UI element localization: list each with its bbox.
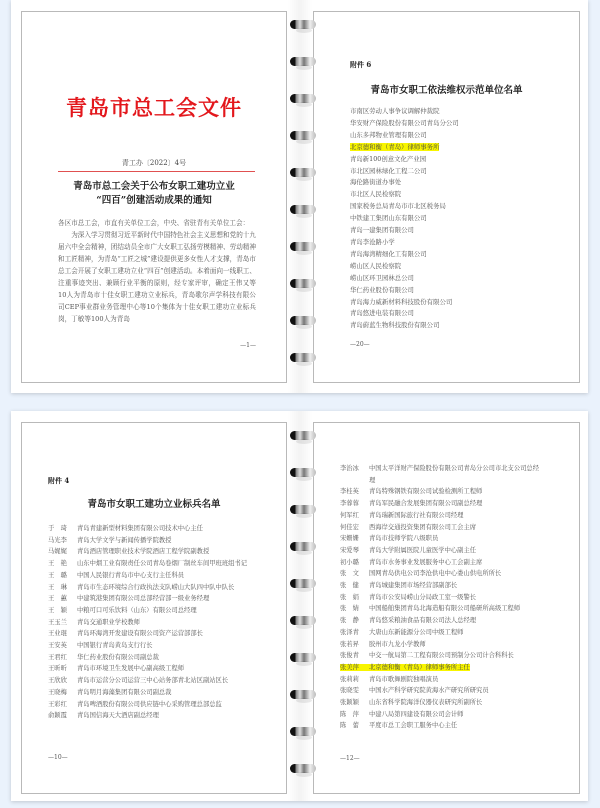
person-name: 王 琳 (48, 583, 67, 591)
unit-item: 青岛海湾精细化工有限公司 (350, 249, 427, 258)
person-title: 青岛酒店管理职业技术学院酒店工程学院副教授 (77, 548, 210, 556)
unit-list (350, 106, 459, 332)
list-item (350, 320, 459, 332)
list-item (48, 675, 258, 687)
binder-ring-icon (290, 353, 316, 362)
binder-ring-icon (290, 94, 316, 103)
person-name: 王玉兰 (48, 618, 67, 626)
person-name: 陈 萍 (340, 710, 359, 718)
list-item (48, 617, 258, 629)
person-title: 青岛市运营分公司运营三中心站务部青北站区副站区长 (77, 677, 229, 685)
binder-ring-icon (290, 505, 316, 514)
list-item (340, 627, 540, 639)
list-item (48, 628, 258, 640)
person-name: 王安英 (48, 642, 67, 650)
person-title: 青岛悠采粮油食品有限公司法人总经理 (369, 617, 477, 625)
person-name: 张 健 (340, 582, 359, 590)
person-name: 俞颖霞 (48, 712, 67, 720)
person-title: 北京德和衡（青岛）律师事务所主任 (369, 663, 470, 671)
binder-ring-icon (290, 653, 316, 662)
binder-ring-icon (290, 727, 316, 736)
person-title: 国网青岛供电公司李沧供电中心娄山供电所所长 (369, 570, 502, 578)
person-name: 王晓梅 (48, 688, 67, 696)
person-title: 中国水产科学研究院黄海水产研究所研究员 (369, 687, 489, 695)
person-title: 中国银行青岛黄岛支行行长 (77, 642, 153, 650)
list-item (350, 297, 459, 309)
page-number: —10— (48, 754, 68, 761)
annex4-page (21, 422, 287, 794)
person-name: 王 璐 (48, 571, 67, 579)
list-item (340, 486, 540, 498)
red-divider (58, 171, 255, 172)
person-title: 中建筑港集团有限公司总部经营部一级业务经理 (77, 595, 210, 603)
list-item (340, 615, 540, 627)
person-name: 张 文 (340, 570, 359, 578)
person-name: 马光李 (48, 536, 67, 544)
person-name: 张美萍 (340, 663, 359, 671)
list-item (340, 709, 540, 721)
unit-item: 中铁建工集团山东有限公司 (350, 214, 427, 223)
person-title: 青岛市公安局崂山分局政工室一级警长 (369, 593, 477, 601)
list-title: 青岛市女职工依法维权示范单位名单 (370, 85, 523, 96)
unit-item: 国家税务总局青岛市市北区税务局 (350, 202, 446, 211)
binder-ring-icon (290, 205, 316, 214)
person-title: 青岛市生态环境综合行政执法支队崂山大队四中队中队长 (77, 583, 235, 591)
unit-item: 青岛一建集团有限公司 (350, 226, 414, 235)
list-item (350, 201, 459, 213)
list-item (350, 249, 459, 261)
list-item (340, 592, 540, 604)
list-item (350, 225, 459, 237)
person-name: 张泽青 (340, 628, 359, 636)
person-title: 中建八局第四建设有限公司会计师 (369, 710, 464, 718)
list-item (340, 463, 540, 486)
list-item (350, 189, 459, 201)
document-number: 青工办〔2022〕4号 (121, 159, 187, 167)
person-name: 王 艳 (48, 560, 67, 568)
person-name: 初小璐 (340, 558, 359, 566)
list-item (340, 522, 540, 534)
person-title: 青岛明月海藻集团有限公司副总裁 (77, 688, 172, 696)
list-item (340, 650, 540, 662)
binder-ring-icon (290, 579, 316, 588)
annex4-continued-page (313, 422, 580, 794)
person-name: 王 颖 (48, 606, 67, 614)
person-name: 李蓉蓉 (340, 500, 359, 508)
person-list (48, 523, 258, 722)
unit-item: 市北区人民检察院 (350, 190, 402, 199)
person-title: 大唐山东新能源分公司中级工程师 (369, 628, 464, 636)
binder-ring-icon (290, 764, 316, 773)
list-item (350, 154, 459, 166)
unit-item: 崂山区人民检察院 (350, 261, 402, 270)
person-title: 青岛市水务事业发展服务中心工会副主席 (369, 558, 483, 566)
list-item (340, 533, 540, 545)
list-item (340, 639, 540, 651)
unit-item: 青岛新100创意文化产业园 (350, 154, 427, 163)
binder-ring-icon (290, 242, 316, 251)
list-item (340, 498, 540, 510)
person-name: 于 琦 (48, 525, 67, 532)
unit-item: 市南区劳动人事争议调解仲裁院 (350, 107, 440, 115)
person-title: 青岛军民融合发展集团有限公司副总经理 (369, 500, 483, 508)
binder-ring-icon (290, 690, 316, 699)
page-number: —1— (240, 342, 256, 349)
list-item (48, 640, 258, 652)
salutation: 各区市总工会，市直有关单位工会，中央、省驻青有关单位工会： (58, 219, 250, 227)
list-item (48, 535, 258, 547)
person-list (340, 463, 540, 732)
binder-ring-icon (290, 168, 316, 177)
unit-item: 青岛李沧路小学 (350, 237, 395, 246)
binder-ring-icon (290, 279, 316, 288)
list-item (340, 545, 540, 557)
list-item (48, 523, 258, 535)
person-title: 青岛大学附属医院儿童医学中心副主任 (369, 546, 477, 554)
person-name: 宋爱琴 (340, 546, 359, 554)
notice-body (58, 217, 256, 325)
person-name: 宋姗姗 (340, 535, 359, 543)
list-item (48, 687, 258, 699)
list-item (350, 177, 459, 189)
cover-page (21, 11, 287, 383)
unit-item: 青岛海力威新材料科技股份有限公司 (350, 297, 453, 306)
list-item (48, 546, 258, 558)
person-title: 青岛特殊钢铁有限公司试验检测所工程师 (369, 488, 483, 496)
person-name: 陈 蕾 (340, 722, 359, 730)
person-name: 张颖颖 (340, 699, 359, 707)
list-item (48, 663, 258, 675)
list-item (340, 568, 540, 580)
person-name: 张 婧 (340, 605, 359, 613)
list-item (340, 697, 540, 709)
person-title: 青岛大学文学与新闻传播学院教授 (77, 536, 172, 544)
unit-item: 青岛悠进电装有限公司 (350, 309, 414, 318)
person-title: 山东省科学院海洋仪器仪表研究所副所长 (369, 699, 483, 707)
list-item (48, 582, 258, 594)
binder-ring-icon (290, 616, 316, 625)
document-red-title: 青岛市总工会文件 (66, 95, 242, 120)
unit-item: 华安财产保险股份有限公司青岛分公司 (350, 118, 459, 127)
person-title: 青岛市歌舞剧院独唱演员 (369, 675, 439, 683)
list-item (340, 603, 540, 615)
unit-item: 青岛蔚蓝生物科技股份有限公司 (350, 321, 440, 330)
person-title: 青岛国信海天大酒店副总经理 (77, 712, 159, 720)
person-title: 青岛青建新型材料集团有限公司技术中心主任 (77, 525, 203, 532)
body-paragraph: 为深入学习贯彻习近平新时代中国特色社会主义思想和党的十九届六中全会精神，团结动员全市广大女职工弘扬劳模精神、劳动精神和工匠精神，为青岛“工匠之城”建设提供更多女性人才支撑，青岛市总工会开展了女职工建功立业“四百”创建活动。本着面向一线职工、注重事迹突出、兼顾行业平衡的原则，经专家评审，确定王伟又等10人为青岛市十佳女职工建功立业标兵，青岛歌尔声学科技有限公司CEP事业群业务管理中心等10个集体为十佳女职工建功立业标兵岗，丁敏等100人为青岛 (58, 231, 256, 323)
unit-item: 海伦路街道办事处 (350, 178, 402, 187)
page-number: —12— (340, 755, 360, 762)
unit-item: 市北区园林绿化工程二公司 (350, 166, 427, 175)
highlighted-entry (340, 664, 470, 671)
person-name: 张莉莉 (340, 675, 359, 683)
list-item (340, 674, 540, 686)
person-name: 马娓娓 (48, 548, 67, 556)
binder-ring-icon (290, 20, 316, 29)
person-name: 李治冰 (340, 465, 359, 472)
notice-heading-line1: 青岛市总工会关于公布女职工建功立业 (73, 181, 235, 192)
unit-item: 华仁药业股份有限公司 (350, 285, 414, 294)
list-item (350, 285, 459, 297)
person-name: 王君红 (48, 653, 67, 661)
person-title: 胶州市九龙小学教师 (369, 640, 426, 648)
person-name: 张晓雯 (340, 687, 359, 695)
list-item (350, 166, 459, 178)
person-title: 中交一航局第二工程有限公司预制分公司计合科科长 (369, 652, 514, 660)
person-name: 何佳宏 (340, 523, 359, 531)
person-name: 王业琨 (48, 630, 67, 638)
person-title: 西海岸交通投资集团有限公司工会主席 (369, 523, 477, 531)
list-item (350, 106, 459, 118)
person-title: 华仁药业股份有限公司副总裁 (77, 653, 159, 661)
list-item (340, 557, 540, 569)
binder-ring-icon (290, 468, 316, 477)
list-item (340, 685, 540, 697)
person-title: 青岛环海湾开发建设有限公司资产运营部部长 (77, 630, 203, 638)
top-spread (11, 0, 588, 393)
list-item (350, 273, 459, 285)
person-title: 中国太平洋财产保险股份有限公司青岛分公司市北支公司总经理 (369, 465, 540, 484)
list-item (48, 710, 258, 722)
person-title: 青岛交通职业学校教师 (77, 618, 140, 626)
unit-item: 崂山区环卫园林总公司 (350, 273, 414, 282)
person-name: 何军红 (340, 511, 359, 519)
person-name: 张 静 (340, 617, 359, 625)
person-title: 青岛瑞新国际旅行社有限公司经理 (369, 511, 464, 519)
person-name: 李桂英 (340, 488, 359, 496)
list-item (350, 261, 459, 273)
person-name: 张 娟 (340, 593, 359, 601)
list-title: 青岛市女职工建功立业标兵名单 (87, 499, 221, 510)
list-item (48, 605, 258, 617)
binder-ring-icon (290, 431, 316, 440)
unit-item: 山东多邦物业管理有限公司 (350, 130, 427, 139)
person-title: 青岛市技师学院八级职员 (369, 535, 439, 543)
person-title: 中粮可口可乐饮料（山东）有限公司总经理 (77, 606, 197, 614)
list-item (350, 308, 459, 320)
person-title: 中国人民银行青岛市中心支行主任科员 (77, 571, 185, 579)
person-title: 青岛城建集团市场经营部副部长 (369, 582, 458, 590)
highlighted-unit-item: 北京德和衡（青岛）律师事务所 (350, 142, 440, 151)
list-item (350, 237, 459, 249)
list-item (340, 662, 540, 674)
annex-label: 附件 4 (48, 476, 70, 485)
list-item (48, 558, 258, 570)
person-title: 青岛市环境卫生发展中心副高级工程师 (77, 665, 185, 673)
person-title: 平度市总工会职工服务中心主任 (369, 722, 458, 730)
binder-ring-icon (290, 57, 316, 66)
list-item (48, 593, 258, 605)
person-name: 王 蕙 (48, 595, 67, 603)
list-item (350, 118, 459, 130)
list-item (48, 699, 258, 711)
notice-heading-line2: “四百”创建活动成果的通知 (96, 195, 212, 206)
list-item (350, 142, 459, 154)
binder-ring-icon (290, 542, 316, 551)
list-item (48, 570, 258, 582)
list-item (340, 720, 540, 732)
person-name: 王昕昕 (48, 665, 67, 673)
list-item (350, 130, 459, 142)
list-item (340, 510, 540, 522)
binder-ring-icon (290, 316, 316, 325)
annex6-page (313, 11, 580, 383)
list-item (350, 213, 459, 225)
person-title: 中国船舶集团青岛北海造船有限公司船研所高级工程师 (369, 605, 521, 613)
list-item (48, 652, 258, 664)
binder-ring-icon (290, 131, 316, 140)
person-name: 王彩红 (48, 700, 67, 708)
annex-label: 附件 6 (350, 60, 372, 69)
person-title: 山东中烟工业有限责任公司青岛卷烟厂制丝车间甲班班组书记 (77, 560, 248, 568)
person-name: 张俊青 (340, 652, 359, 660)
bottom-spread (11, 411, 588, 801)
list-item (340, 580, 540, 592)
page-number: —20— (350, 341, 370, 348)
person-name: 张若昇 (340, 640, 359, 648)
person-title: 青岛啤酒股份有限公司供应链中心采购管理总部总监 (77, 700, 222, 708)
person-name: 王欣欣 (48, 677, 67, 685)
